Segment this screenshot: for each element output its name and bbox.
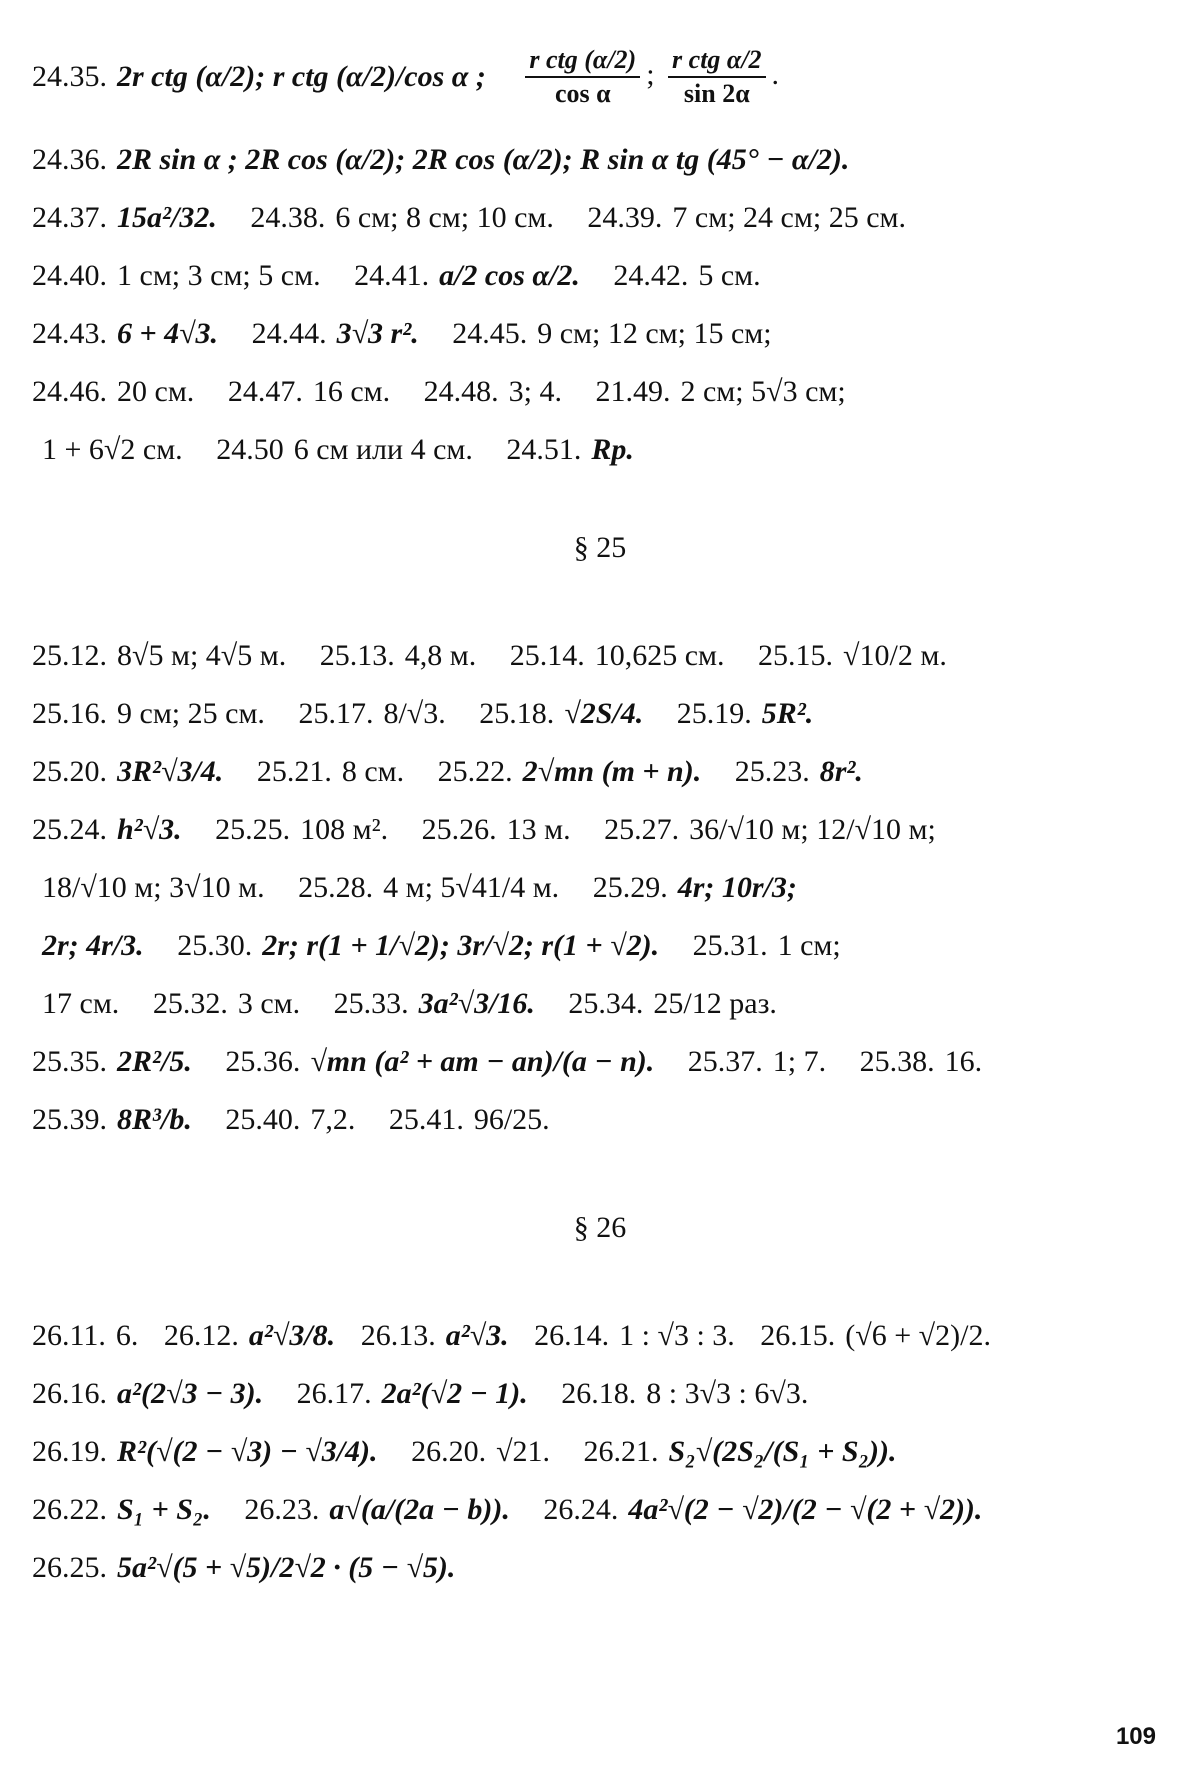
answer-item [32, 430, 183, 470]
answer-number: 24.50 [216, 433, 284, 467]
answer-number: 25.21. [256, 755, 332, 789]
answer-number: 25.17. [298, 697, 374, 731]
answer-number: 25.18. [479, 697, 555, 731]
page-number: 109 [1115, 1723, 1156, 1750]
answer-number: 21.49. [595, 375, 671, 409]
answer-value: 3R²√3/4. [117, 755, 224, 789]
answer-value: 1 см; [777, 929, 841, 963]
answer-value: a²(2√3 − 3). [117, 1377, 264, 1411]
answer-value: (√6 + √2)/2. [845, 1319, 991, 1353]
answer-value: 8R³/b. [117, 1103, 192, 1137]
answer-value: 6. [115, 1319, 139, 1353]
answer-item [32, 868, 265, 908]
answer-line [32, 1098, 1160, 1138]
answer-item [422, 810, 571, 850]
answer-item [32, 1548, 455, 1588]
answer-item [32, 256, 321, 296]
answer-value: 5R². [761, 697, 814, 731]
answer-number: 26.22. [32, 1493, 107, 1527]
answer-item [215, 810, 388, 850]
answer-number: 25.19. [676, 697, 752, 731]
answer-value: 8/√3. [383, 697, 446, 731]
answer-item [216, 430, 473, 470]
answer-number: 25.23. [734, 755, 810, 789]
answer-number: 24.46. [32, 375, 107, 409]
answer-number: 24.35. [32, 60, 107, 94]
answer-item [32, 42, 486, 112]
answer-line [32, 808, 1160, 848]
answer-item [257, 752, 404, 792]
answer-number: 26.25. [32, 1551, 107, 1585]
answer-value: S₁ + S₂. [117, 1493, 211, 1527]
answer-item [32, 372, 194, 412]
answer-number: 25.15. [758, 639, 834, 673]
answer-number: 25.14. [509, 639, 585, 673]
answer-item [32, 314, 218, 354]
answer-line [32, 1488, 1160, 1528]
answer-number: 25.32. [152, 987, 228, 1021]
answer-item [760, 1316, 991, 1356]
answer-number: 25.38. [859, 1045, 935, 1079]
answer-value: 5a²√(5 + √5)/2√2 · (5 − √5). [117, 1551, 456, 1585]
answer-number: 24.41. [354, 259, 430, 293]
answer-number: 24.51. [506, 433, 582, 467]
answer-line [32, 692, 1160, 732]
answer-item [735, 752, 863, 792]
answer-value: Rp. [591, 433, 634, 467]
answer-number: 25.31. [692, 929, 768, 963]
answer-number: 25.25. [215, 813, 291, 847]
answer-value: R²(√(2 − √3) − √3/4). [117, 1435, 378, 1469]
answer-value: 2R sin α ; 2R cos (α/2); 2R cos (α/2); R sin α tg (45° − α/2). [117, 143, 850, 177]
answer-value: a²√3/8. [248, 1319, 336, 1353]
answer-value: 4,8 м. [404, 639, 477, 673]
answer-line [32, 866, 1160, 906]
answer-item [153, 984, 300, 1024]
answer-number: 25.16. [32, 697, 107, 731]
answer-value: 96/25. [473, 1103, 550, 1137]
answer-line [32, 312, 1160, 352]
answer-item [593, 868, 797, 908]
answer-item [225, 1100, 355, 1140]
answer-number: 26.23. [244, 1493, 320, 1527]
answer-line [32, 1430, 1160, 1470]
answer-value: a/2 cos α/2. [439, 259, 580, 293]
answer-number: 25.36. [225, 1045, 301, 1079]
answer-number: 26.12. [163, 1319, 239, 1353]
answer-item [361, 1316, 509, 1356]
answer-number: 25.34. [568, 987, 644, 1021]
answer-value: 17 см. [42, 987, 120, 1021]
answer-line [32, 634, 1160, 674]
answer-number: 24.48. [423, 375, 499, 409]
answer-item [32, 1374, 263, 1414]
answer-number: 26.16. [32, 1377, 107, 1411]
answer-item [32, 1490, 211, 1530]
answer-item [32, 1432, 378, 1472]
answer-item [32, 694, 265, 734]
answer-item [595, 372, 845, 412]
answer-item [354, 256, 580, 296]
answer-value: 4r; 10r/3; [677, 871, 797, 905]
answer-value: √2S/4. [564, 697, 644, 731]
answer-item [587, 198, 906, 238]
answer-number: 26.20. [411, 1435, 487, 1469]
answer-value: 2√mn (m + n). [522, 755, 702, 789]
answer-value: 4 м; 5√41/4 м. [383, 871, 560, 905]
answer-fraction [668, 44, 766, 110]
answer-line [32, 750, 1160, 790]
answer-number: 24.40. [32, 259, 107, 293]
answer-number: 26.24. [543, 1493, 619, 1527]
answer-item [411, 1432, 550, 1472]
answer-line [32, 1314, 1160, 1354]
answer-item [164, 1316, 335, 1356]
answer-item [298, 694, 445, 734]
answer-value: 2R²/5. [117, 1045, 192, 1079]
answer-value: 10,625 см. [594, 639, 725, 673]
answer-value: 7,2. [310, 1103, 356, 1137]
answer-value: 108 м². [300, 813, 389, 847]
answer-number: 26.18. [561, 1377, 637, 1411]
answer-item [860, 1042, 983, 1082]
answer-item [424, 372, 562, 412]
answer-value: 2r; r(1 + 1/√2); 3r/√2; r(1 + √2). [262, 929, 660, 963]
answer-line [32, 254, 1160, 294]
answer-item [32, 752, 223, 792]
answer-item [225, 1042, 654, 1082]
answer-value: 36/√10 м; 12/√10 м; [689, 813, 936, 847]
answer-number: 24.42. [613, 259, 689, 293]
answer-number: 25.40. [225, 1103, 301, 1137]
answer-value: 5 см. [698, 259, 761, 293]
answer-value: √21. [496, 1435, 551, 1469]
answer-value: 16 см. [312, 375, 391, 409]
answer-number: 26.21. [583, 1435, 659, 1469]
answer-number: 24.38. [250, 201, 326, 235]
answer-item [506, 430, 634, 470]
answer-item [568, 984, 777, 1024]
answer-item [320, 636, 476, 676]
answer-number: 25.27. [604, 813, 680, 847]
answer-number: 24.43. [32, 317, 107, 351]
answer-number: 25.24. [32, 813, 107, 847]
answer-number: 24.36. [32, 143, 107, 177]
answer-number: 25.39. [32, 1103, 107, 1137]
answer-item [561, 1374, 808, 1414]
answer-item [32, 1042, 192, 1082]
answer-number: 24.44. [251, 317, 327, 351]
answer-value: 9 см; 25 см. [117, 697, 265, 731]
answer-value: 18/√10 м; 3√10 м. [42, 871, 265, 905]
section-heading: § 25 [573, 531, 627, 564]
fraction-numerator: r ctg α/2 [668, 44, 766, 78]
answer-item [677, 694, 814, 734]
section-heading: § 26 [573, 1211, 627, 1244]
answer-item [298, 868, 559, 908]
answer-value: 13 м. [506, 813, 571, 847]
answer-value: h²√3. [117, 813, 182, 847]
answer-item [438, 752, 702, 792]
answer-number: 25.30. [177, 929, 253, 963]
answer-value: a²√3. [445, 1319, 509, 1353]
answer-number: 25.28. [298, 871, 374, 905]
answer-item [32, 926, 144, 966]
answer-number: 24.45. [452, 317, 528, 351]
answer-number: 25.13. [319, 639, 395, 673]
answer-number: 26.19. [32, 1435, 107, 1469]
answer-item [252, 314, 419, 354]
answer-item [244, 1490, 509, 1530]
answer-value: 4a²√(2 − √2)/(2 − √(2 + √2)). [628, 1493, 983, 1527]
answer-value: 3 см. [237, 987, 301, 1021]
answer-value: 7 см; 24 см; 25 см. [672, 201, 906, 235]
answer-number: 25.35. [32, 1045, 107, 1079]
answer-item [250, 198, 554, 238]
answer-value: 8 см. [341, 755, 405, 789]
answer-number: 26.13. [360, 1319, 436, 1353]
answer-value: 1 : √3 : 3. [619, 1319, 735, 1353]
answer-item [758, 636, 947, 676]
answer-line [32, 1372, 1160, 1412]
answer-item [177, 926, 659, 966]
answer-value: a√(a/(2a − b)). [329, 1493, 510, 1527]
answer-number: 25.20. [32, 755, 107, 789]
fraction-numerator: r ctg (α/2) [525, 44, 640, 78]
answer-value: 2 см; 5√3 см; [680, 375, 846, 409]
answer-number: 26.15. [760, 1319, 836, 1353]
answer-line [32, 138, 1160, 178]
answer-item [32, 198, 217, 238]
answer-item [510, 636, 725, 676]
fraction-denominator: cos α [554, 79, 611, 109]
answer-number: 25.12. [32, 639, 107, 673]
answer-item [32, 984, 119, 1024]
answer-item [32, 810, 182, 850]
answer-number: 26.17. [296, 1377, 372, 1411]
answer-item [604, 810, 936, 850]
answer-value: 3; 4. [508, 375, 562, 409]
answer-value: 3a²√3/16. [418, 987, 535, 1021]
answer-value: 6 см; 8 см; 10 см. [335, 201, 554, 235]
answer-value: 2r ctg (α/2); r ctg (α/2)/cos α ; [117, 60, 486, 94]
answer-line [32, 428, 1160, 468]
answer-item [543, 1490, 982, 1530]
answer-item [389, 1100, 550, 1140]
answer-number: 25.41. [388, 1103, 464, 1137]
answer-line [32, 196, 1160, 236]
answer-item [32, 1316, 138, 1356]
answer-value: 6 + 4√3. [117, 317, 219, 351]
answer-number: 24.47. [227, 375, 303, 409]
answer-number: 25.29. [592, 871, 668, 905]
answer-number: 24.39. [587, 201, 663, 235]
answer-line [32, 1040, 1160, 1080]
answer-number: 25.37. [687, 1045, 763, 1079]
answer-item [688, 1042, 826, 1082]
answer-line: 24.35. 2r ctg (α/2); r ctg (α/2)/cos α ; $\frac{\text{r ctg (α/2)}}{\text{cos α}}$ ; $\frac{\text{r ctg α/2}}{\sin 2\alpha}$ . [32, 40, 1160, 110]
answer-number: 24.37. [32, 201, 107, 235]
answer-value: 1 + 6√2 см. [42, 433, 183, 467]
answer-value: 20 см. [117, 375, 195, 409]
answer-value: 16. [944, 1045, 983, 1079]
answer-item [584, 1432, 897, 1472]
answer-number: 26.14. [534, 1319, 610, 1353]
answer-fraction [525, 44, 640, 110]
answer-value: 1 см; 3 см; 5 см. [117, 259, 321, 293]
answer-value: 6 см или 4 см. [293, 433, 473, 467]
answer-value: 2r; 4r/3. [42, 929, 144, 963]
answer-value: S₂√(2S₂/(S₁ + S₂)). [668, 1435, 897, 1469]
answer-number: 26.11. [32, 1319, 106, 1353]
answer-item [297, 1374, 528, 1414]
answer-line [32, 982, 1160, 1022]
answer-line [32, 1546, 1160, 1586]
answer-item [334, 984, 535, 1024]
answer-value: √10/2 м. [843, 639, 947, 673]
answer-line [32, 370, 1160, 410]
answer-value: 2a²(√2 − 1). [381, 1377, 528, 1411]
answer-item [32, 636, 286, 676]
answer-value: 8r². [819, 755, 863, 789]
answer-item [228, 372, 390, 412]
answer-line [32, 924, 1160, 964]
answer-value: 3√3 r². [336, 317, 419, 351]
answer-item [32, 140, 849, 180]
answer-number: 25.22. [437, 755, 513, 789]
answer-value: 1; 7. [772, 1045, 827, 1079]
answer-item [613, 256, 760, 296]
answer-value: 8 : 3√3 : 6√3. [646, 1377, 809, 1411]
answer-value: 9 см; 12 см; 15 см; [537, 317, 772, 351]
answer-value: √mn (a² + am − an)/(a − n). [310, 1045, 655, 1079]
answer-number: 25.33. [333, 987, 409, 1021]
answer-item [534, 1316, 735, 1356]
answer-item [452, 314, 771, 354]
answer-item [693, 926, 841, 966]
answer-value: 15a²/32. [117, 201, 217, 235]
answer-item [32, 1100, 192, 1140]
answer-number: 25.26. [421, 813, 497, 847]
answer-value: 8√5 м; 4√5 м. [117, 639, 287, 673]
answer-value: 25/12 раз. [653, 987, 777, 1021]
fraction-denominator: sin 2α [683, 79, 750, 109]
answer-item [479, 694, 643, 734]
